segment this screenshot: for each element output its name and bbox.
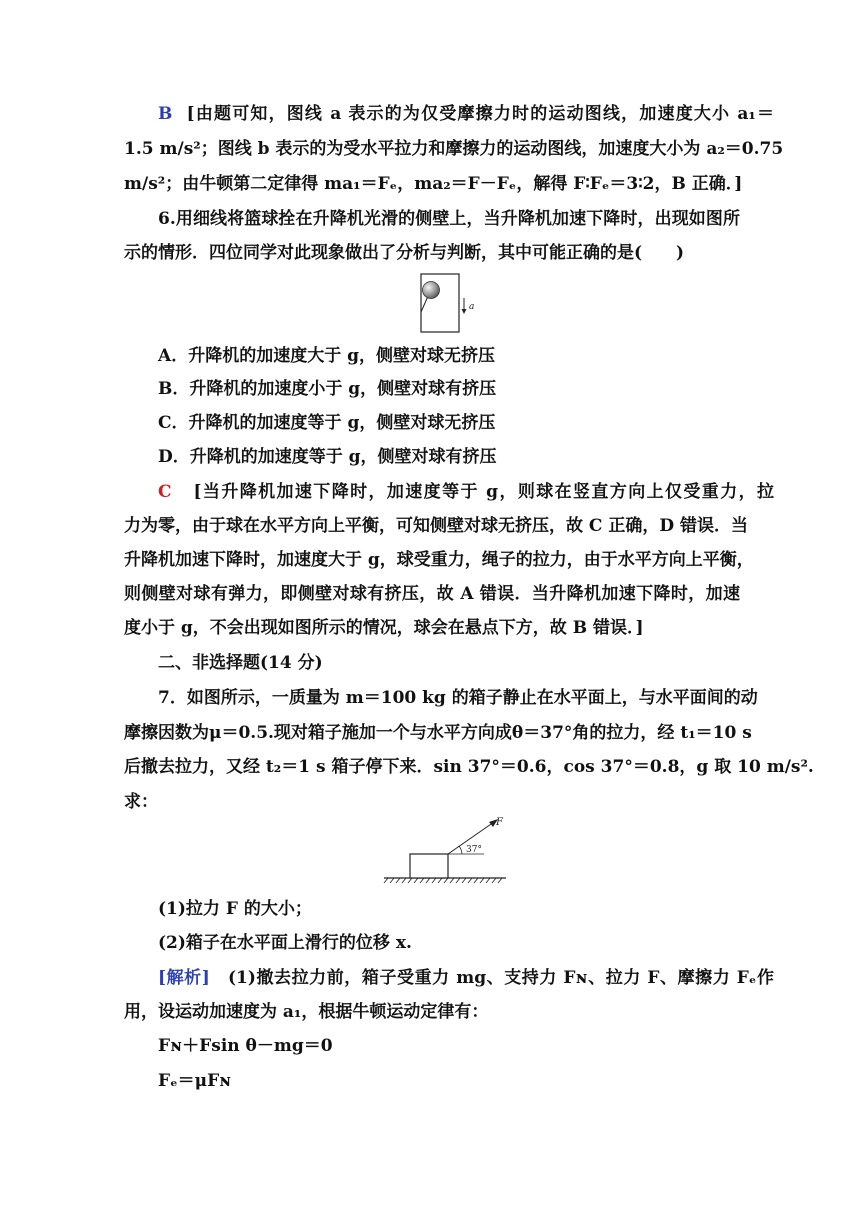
box bbox=[410, 854, 448, 878]
box-force-figure bbox=[382, 814, 508, 886]
answer5-line-3: m/s²；由牛顿第二定律得 ma₁＝Fₑ，ma₂＝F－Fₑ，解得 F∶Fₑ＝3∶2，B 正确．] bbox=[124, 174, 743, 194]
answer6-letter: C bbox=[158, 482, 172, 502]
solution-tag: [解析] bbox=[158, 968, 210, 988]
solution-line-1 bbox=[158, 966, 774, 990]
option-d: D．升降机的加速度等于 g，侧壁对球有挤压 bbox=[158, 447, 497, 467]
basketball-ball bbox=[423, 282, 440, 299]
ground-hatching bbox=[384, 878, 502, 883]
acceleration-arrowhead bbox=[462, 309, 467, 314]
q7-line-4: 求： bbox=[124, 792, 158, 812]
answer5-line-2: 1.5 m/s²；图线 b 表示的为受水平拉力和摩擦力的运动图线，加速度大小为 a₂＝0.75 bbox=[124, 139, 784, 159]
elevator-figure bbox=[418, 272, 484, 334]
acceleration-label: a bbox=[469, 302, 475, 312]
force-label: F bbox=[496, 817, 503, 828]
q7-sub1: (1)拉力 F 的大小； bbox=[158, 899, 312, 919]
q7-line-3: 后撤去拉力，又经 t₂＝1 s 箱子停下来．sin 37°＝0.6，cos 37°＝0.8，g 取 10 m/s². bbox=[124, 757, 814, 777]
answer5-line-1 bbox=[158, 102, 774, 126]
solution-text-1: (1)撤去拉力前，箱子受重力 mg、支持力 Fɴ、拉力 F、摩擦力 Fₑ作 bbox=[209, 968, 774, 988]
section-title: 二、非选择题(14 分) bbox=[158, 653, 323, 673]
option-c: C．升降机的加速度等于 g，侧壁对球无挤压 bbox=[158, 413, 496, 433]
q7-sub2: (2)箱子在水平面上滑行的位移 x. bbox=[158, 933, 412, 953]
angle-arc bbox=[459, 846, 462, 854]
answer5-letter: B bbox=[158, 104, 173, 124]
q6-line-2: 示的情形．四位同学对此现象做出了分析与判断，其中可能正确的是( ) bbox=[124, 243, 685, 263]
answer6-line-3: 升降机加速下降时，加速度大于 g，球受重力，绳子的拉力，由于水平方向上平衡， bbox=[124, 550, 754, 570]
answer6-text-1: [当升降机加速下降时，加速度等于 g，则球在竖直方向上仅受重力，拉 bbox=[193, 482, 774, 502]
solution-line-2: 用，设运动加速度为 a₁，根据牛顿运动定律有： bbox=[124, 1002, 489, 1022]
equation-1: Fɴ＋Fsin θ－mg＝0 bbox=[158, 1036, 333, 1056]
option-a: A．升降机的加速度大于 g，侧壁对球无挤压 bbox=[158, 346, 495, 366]
option-b: B．升降机的加速度小于 g，侧壁对球有挤压 bbox=[158, 379, 497, 399]
answer6-line-2: 力为零，由于球在水平方向上平衡，可知侧壁对球无挤压，故 C 正确，D 错误．当 bbox=[124, 516, 749, 536]
answer5-text-1: [由题可知，图线 a 表示的为仅受摩擦力时的运动图线，加速度大小 a₁＝ bbox=[186, 104, 774, 124]
answer6-line-4: 则侧壁对球有弹力，即侧壁对球有挤压，故 A 错误．当升降机加速下降时，加速 bbox=[124, 584, 740, 604]
q6-line-1: 6.用细线将篮球拴在升降机光滑的侧壁上，当升降机加速下降时，出现如图所 bbox=[158, 209, 740, 229]
answer6-line-1 bbox=[158, 480, 774, 504]
angle-label: 37° bbox=[466, 845, 482, 855]
q7-line-1: 7．如图所示，一质量为 m＝100 kg 的箱子静止在水平面上，与水平面间的动 bbox=[158, 688, 758, 708]
answer6-line-5: 度小于 g，不会出现如图所示的情况，球会在悬点下方，故 B 错误．] bbox=[124, 618, 644, 638]
equation-2: Fₑ＝μFɴ bbox=[158, 1071, 232, 1091]
q7-line-2: 摩擦因数为μ＝0.5.现对箱子施加一个与水平方向成θ＝37°角的拉力，经 t₁＝10 s bbox=[124, 723, 752, 743]
